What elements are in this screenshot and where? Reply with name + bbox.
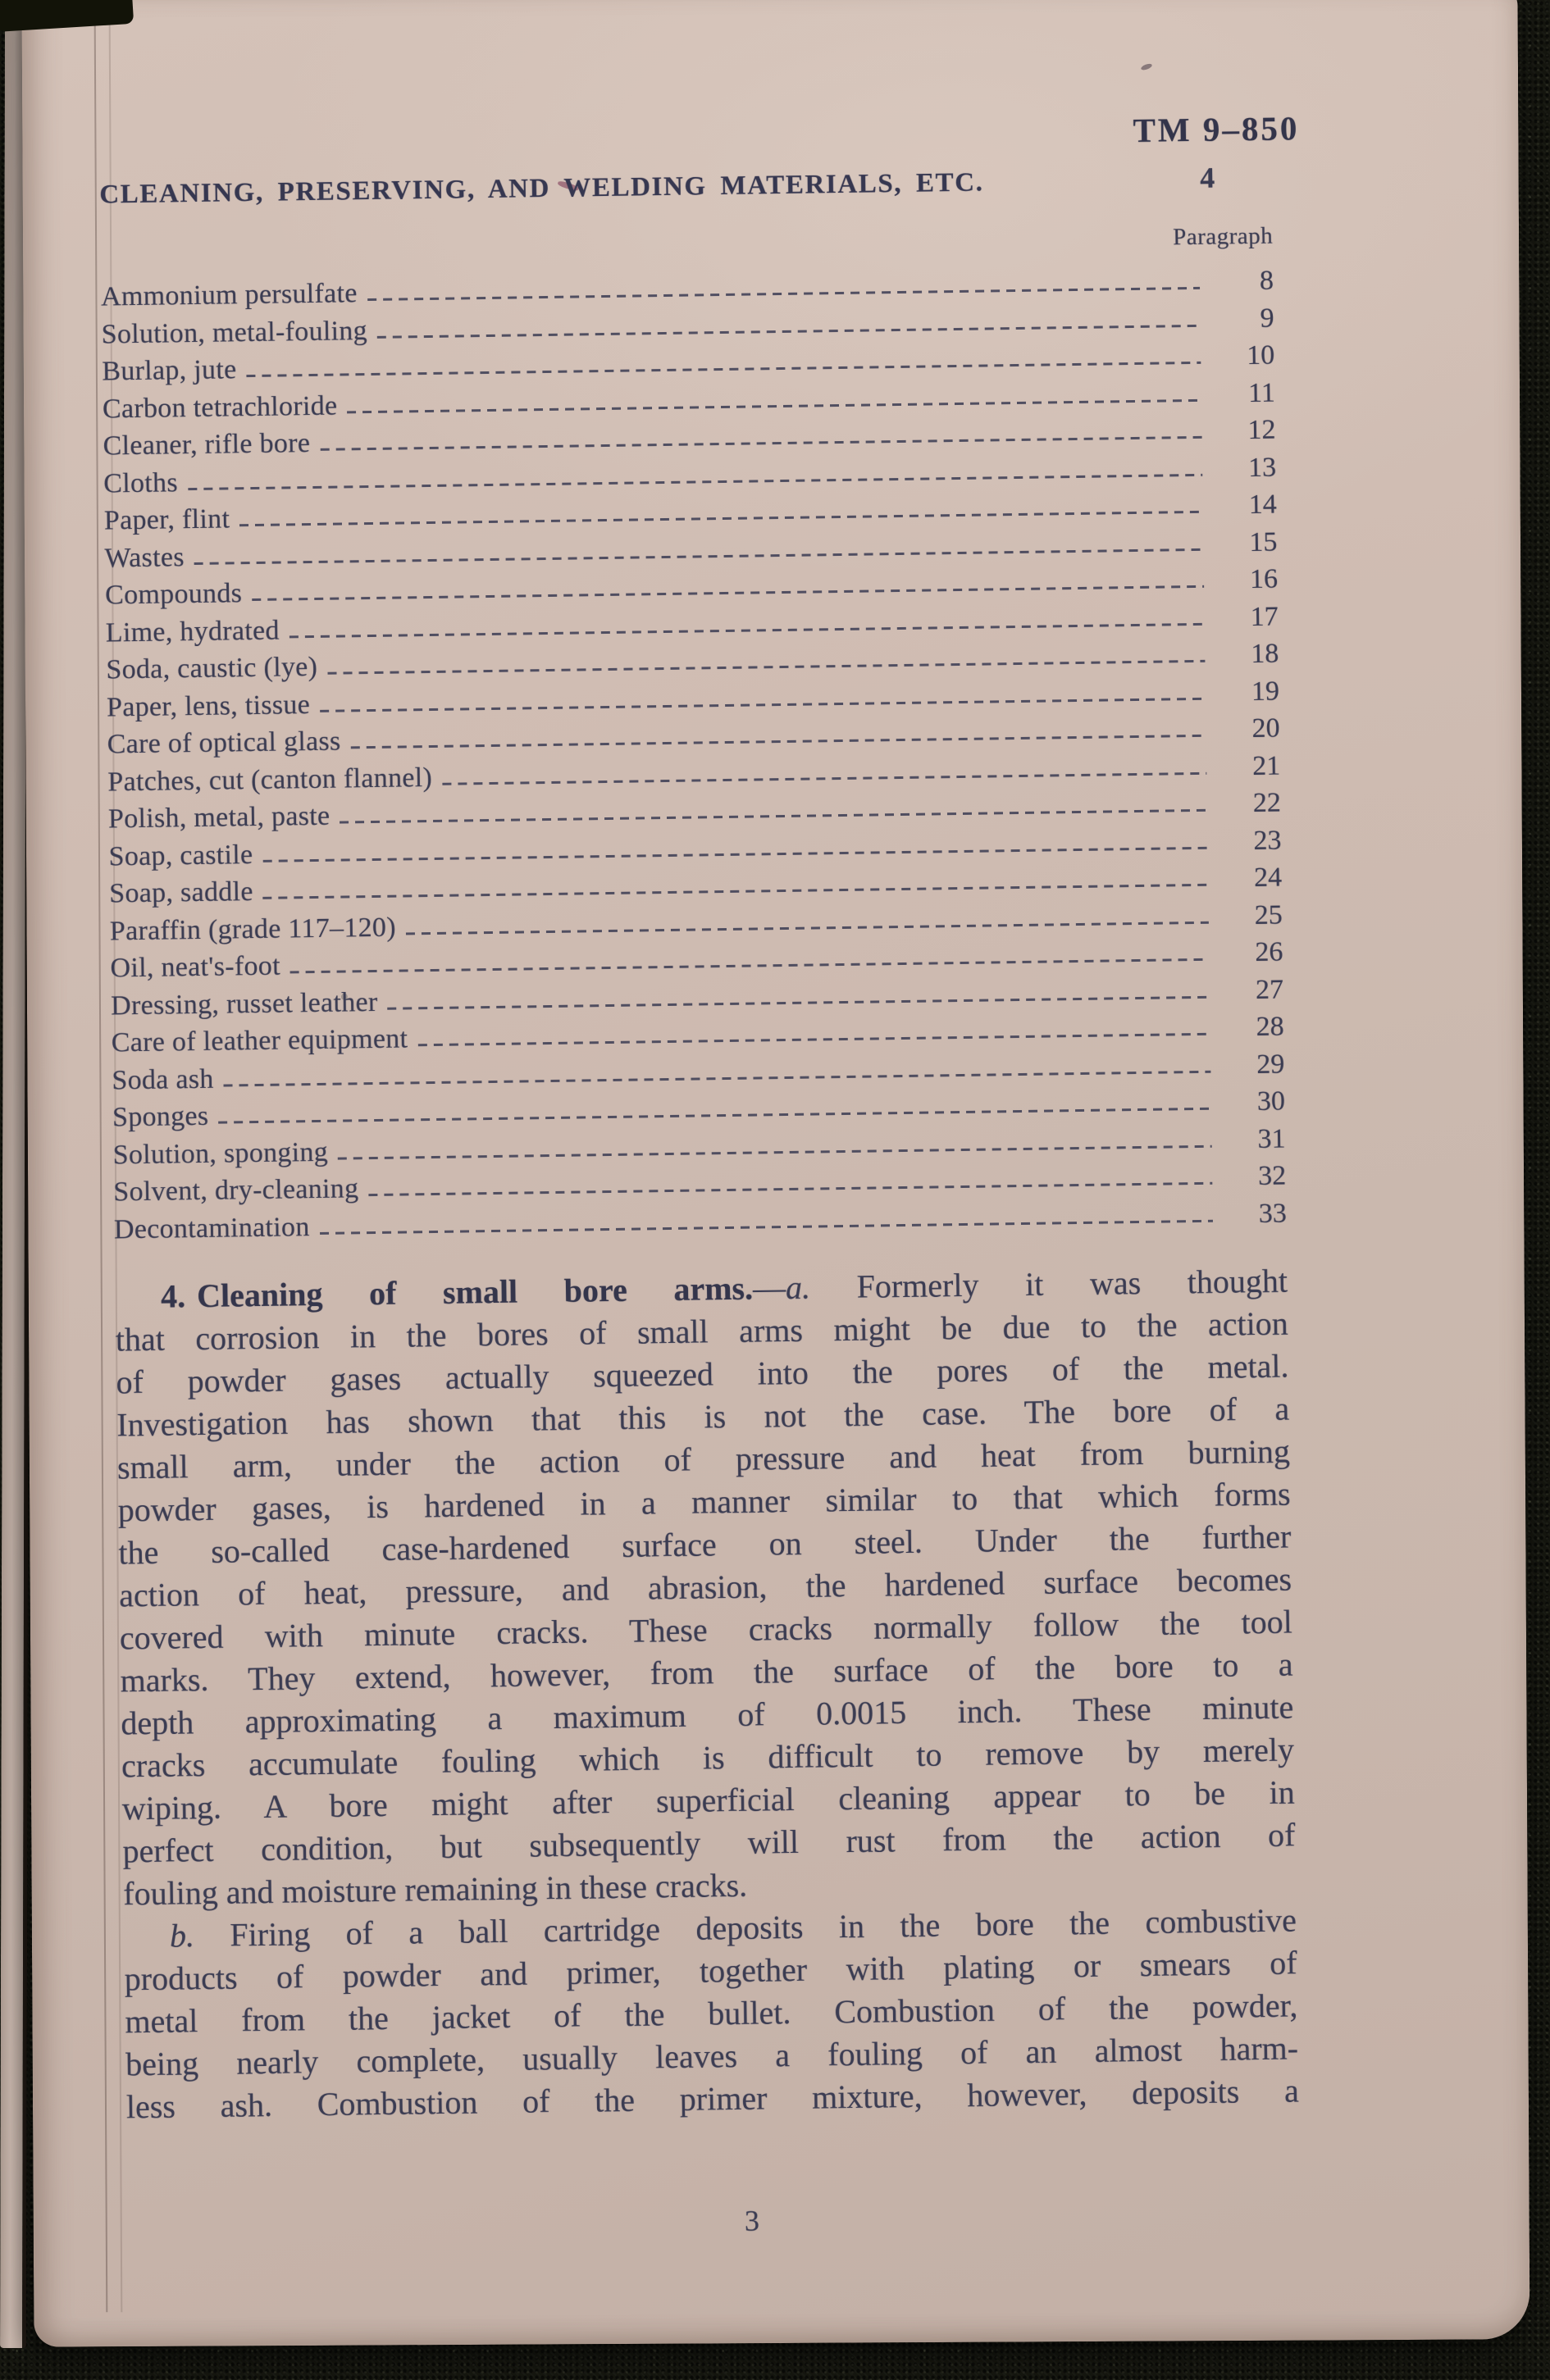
toc-label: Lime, hydrated [105, 615, 280, 648]
toc-label: Soap, castile [108, 839, 253, 872]
toc-label: Soap, saddle [108, 876, 253, 909]
toc-paragraph-number: 27 [1255, 974, 1284, 1005]
toc-leader-dashes [320, 436, 1201, 451]
body-text-line: perfect condition, but subsequently will rust from the action of [122, 1816, 1296, 1870]
toc-leader-dashes [406, 922, 1209, 935]
toc-list [101, 262, 1287, 1249]
toc-paragraph-number: 10 [1246, 339, 1275, 371]
toc-paragraph-number: 26 [1255, 936, 1283, 967]
toc-paragraph-number: 17 [1250, 601, 1279, 632]
toc-leader-dashes [442, 772, 1206, 785]
toc-paragraph-number: 8 [1259, 265, 1274, 296]
toc-leader-dashes [252, 585, 1204, 601]
toc-label: Solution, sponging [112, 1136, 329, 1170]
toc-label: Burlap, jute [102, 354, 237, 387]
toc-paragraph-number: 29 [1256, 1049, 1285, 1080]
toc-leader-dashes [347, 399, 1201, 414]
paragraph-b-label: b. [169, 1917, 195, 1955]
paragraph-b-first-line-text: Firing of a ball cartridge deposits in the bore the combustive [194, 1901, 1297, 1955]
toc-leader-dashes [388, 996, 1210, 1010]
toc-leader-dashes [367, 287, 1200, 301]
toc-paragraph-number: 32 [1257, 1160, 1287, 1191]
toc-label: Carbon tetrachloride [102, 390, 338, 425]
toc-label: Cleaner, rifle bore [103, 428, 311, 462]
paragraph-column-label: Paragraph [1172, 222, 1274, 251]
toc-paragraph-number: 25 [1254, 899, 1283, 931]
heading-dash: — [752, 1269, 786, 1307]
toc-paragraph-number: 21 [1251, 750, 1281, 781]
toc-paragraph-number: 22 [1252, 787, 1282, 819]
toc-label: Paraffin (grade 117–120) [109, 912, 397, 946]
toc-leader-dashes [262, 847, 1207, 862]
toc-leader-dashes [338, 1145, 1212, 1160]
doc-number: TM 9–850 [1133, 109, 1300, 149]
body-text-line: covered with minute cracks. These cracks normally follow the tool [119, 1603, 1293, 1657]
body-text-line: Investigation has shown that this is not the case. The bore of a [116, 1390, 1290, 1444]
toc-label: Sponges [112, 1100, 209, 1133]
paragraph-a-label: a. [785, 1268, 811, 1307]
toc-label: Care of leather equipment [111, 1023, 408, 1058]
page-header-title: CLEANING, PRESERVING, AND WELDING MATERIALS, ETC. [99, 167, 984, 210]
toc-label: Compounds [104, 578, 243, 611]
toc-leader-dashes [247, 362, 1201, 377]
body-text-line: small arm, under the action of pressure and heat from burning [116, 1432, 1291, 1486]
toc-leader-dashes [218, 1108, 1211, 1124]
toc-label: Soda ash [112, 1063, 214, 1095]
header-paragraph-ref: 4 [1199, 161, 1215, 194]
page-number: 3 [744, 2204, 760, 2237]
toc-leader-dashes [194, 548, 1204, 565]
toc-paragraph-number: 15 [1249, 526, 1278, 557]
toc-paragraph-number: 30 [1256, 1085, 1286, 1117]
body-text-line: that corrosion in the bores of small arms might be due to the action [115, 1304, 1289, 1358]
page-content [97, 0, 1301, 2248]
body-text-line: of powder gases actually squeezed into the pores of the metal. [116, 1347, 1289, 1401]
toc-leader-dashes [417, 1033, 1210, 1046]
toc-label: Decontamination [113, 1211, 310, 1245]
toc-paragraph-number: 23 [1253, 825, 1282, 856]
body-text-line: cracks accumulate fouling which is difficult to remove by merely [121, 1731, 1295, 1785]
toc-paragraph-number: 13 [1247, 452, 1277, 483]
toc-leader-dashes [224, 1071, 1211, 1087]
book-page [21, 0, 1529, 2347]
body-text-line: less ash. Combustion of the primer mixture, however, deposits a [125, 2072, 1300, 2126]
toc-leader-dashes [320, 1219, 1213, 1234]
toc-leader-dashes [263, 884, 1208, 899]
toc-leader-dashes [188, 474, 1202, 490]
running-header [99, 159, 1273, 213]
body-text-line: the so-called case-hardened surface on steel. Under the further [118, 1518, 1292, 1572]
section-heading-number: 4. [160, 1277, 186, 1315]
toc-paragraph-number: 28 [1256, 1011, 1284, 1042]
toc-paragraph-number: 18 [1251, 638, 1279, 670]
toc-label: Solvent, dry-cleaning [113, 1173, 359, 1208]
toc-leader-dashes [289, 623, 1205, 639]
toc-label: Ammonium persulfate [100, 278, 358, 312]
toc-leader-dashes [377, 325, 1201, 339]
toc-leader-dashes [340, 809, 1207, 824]
section-heading-title: Cleaning of small bore arms. [196, 1269, 754, 1315]
toc-leader-dashes [290, 958, 1210, 974]
toc-paragraph-number: 33 [1258, 1197, 1288, 1229]
body-text-line: powder gases, is hardened in a manner similar to that which forms [117, 1475, 1291, 1529]
paragraph-b [124, 1899, 1299, 2128]
toc-paragraph-number: 19 [1251, 676, 1280, 707]
toc-leader-dashes [239, 511, 1203, 526]
toc-label: Wastes [104, 541, 185, 574]
paragraph-a [115, 1259, 1297, 1915]
body-text-line: products of powder and primer, together with plating or smears of [124, 1944, 1297, 1998]
body-text-line: action of heat, pressure, and abrasion, the hardened surface becomes [118, 1560, 1292, 1614]
toc-label: Solution, metal-fouling [101, 315, 368, 350]
toc-paragraph-number: 14 [1248, 489, 1278, 521]
toc-paragraph-number: 16 [1249, 563, 1279, 595]
body-text-line: being nearly complete, usually leaves a fouling of an almost harm- [125, 2029, 1299, 2083]
body-text-line: marks. They extend, however, from the surface of the bore to a [120, 1645, 1293, 1700]
toc-leader-dashes [327, 660, 1205, 675]
toc-label: Polish, metal, paste [107, 800, 331, 835]
body-text-line: depth approximating a maximum of 0.0015 inch. These minute [121, 1688, 1294, 1742]
toc-label: Cloths [103, 466, 179, 499]
toc-paragraph-number: 20 [1251, 712, 1280, 744]
toc-label: Paper, lens, tissue [106, 689, 311, 723]
toc-paragraph-number: 12 [1247, 414, 1276, 446]
body-text-line: wiping. A bore might after superficial cleaning appear to be in [121, 1773, 1295, 1827]
body-text-line: fouling and moisture remaining in these cracks. [122, 1866, 748, 1913]
toc-paragraph-number: 9 [1260, 303, 1274, 334]
toc-leader-dashes [368, 1182, 1212, 1196]
toc-leader-dashes [351, 735, 1206, 749]
toc-label: Oil, neat's-foot [110, 950, 281, 984]
toc-paragraph-number: 11 [1247, 377, 1276, 408]
toc-label: Dressing, russet leather [110, 986, 378, 1021]
toc-paragraph-number: 24 [1253, 862, 1283, 894]
toc-label: Soda, caustic (lye) [106, 651, 318, 685]
toc-label: Patches, cut (canton flannel) [107, 762, 433, 798]
body-text-line: metal from the jacket of the bullet. Combustion of the powder, [125, 1986, 1298, 2041]
toc-paragraph-number: 31 [1257, 1123, 1286, 1154]
toc-label: Care of optical glass [107, 726, 341, 760]
toc-label: Paper, flint [103, 503, 230, 536]
body-text [115, 1259, 1299, 2128]
toc-leader-dashes [320, 698, 1206, 712]
paragraph-a-first-line: Formerly it was thought [809, 1262, 1288, 1306]
